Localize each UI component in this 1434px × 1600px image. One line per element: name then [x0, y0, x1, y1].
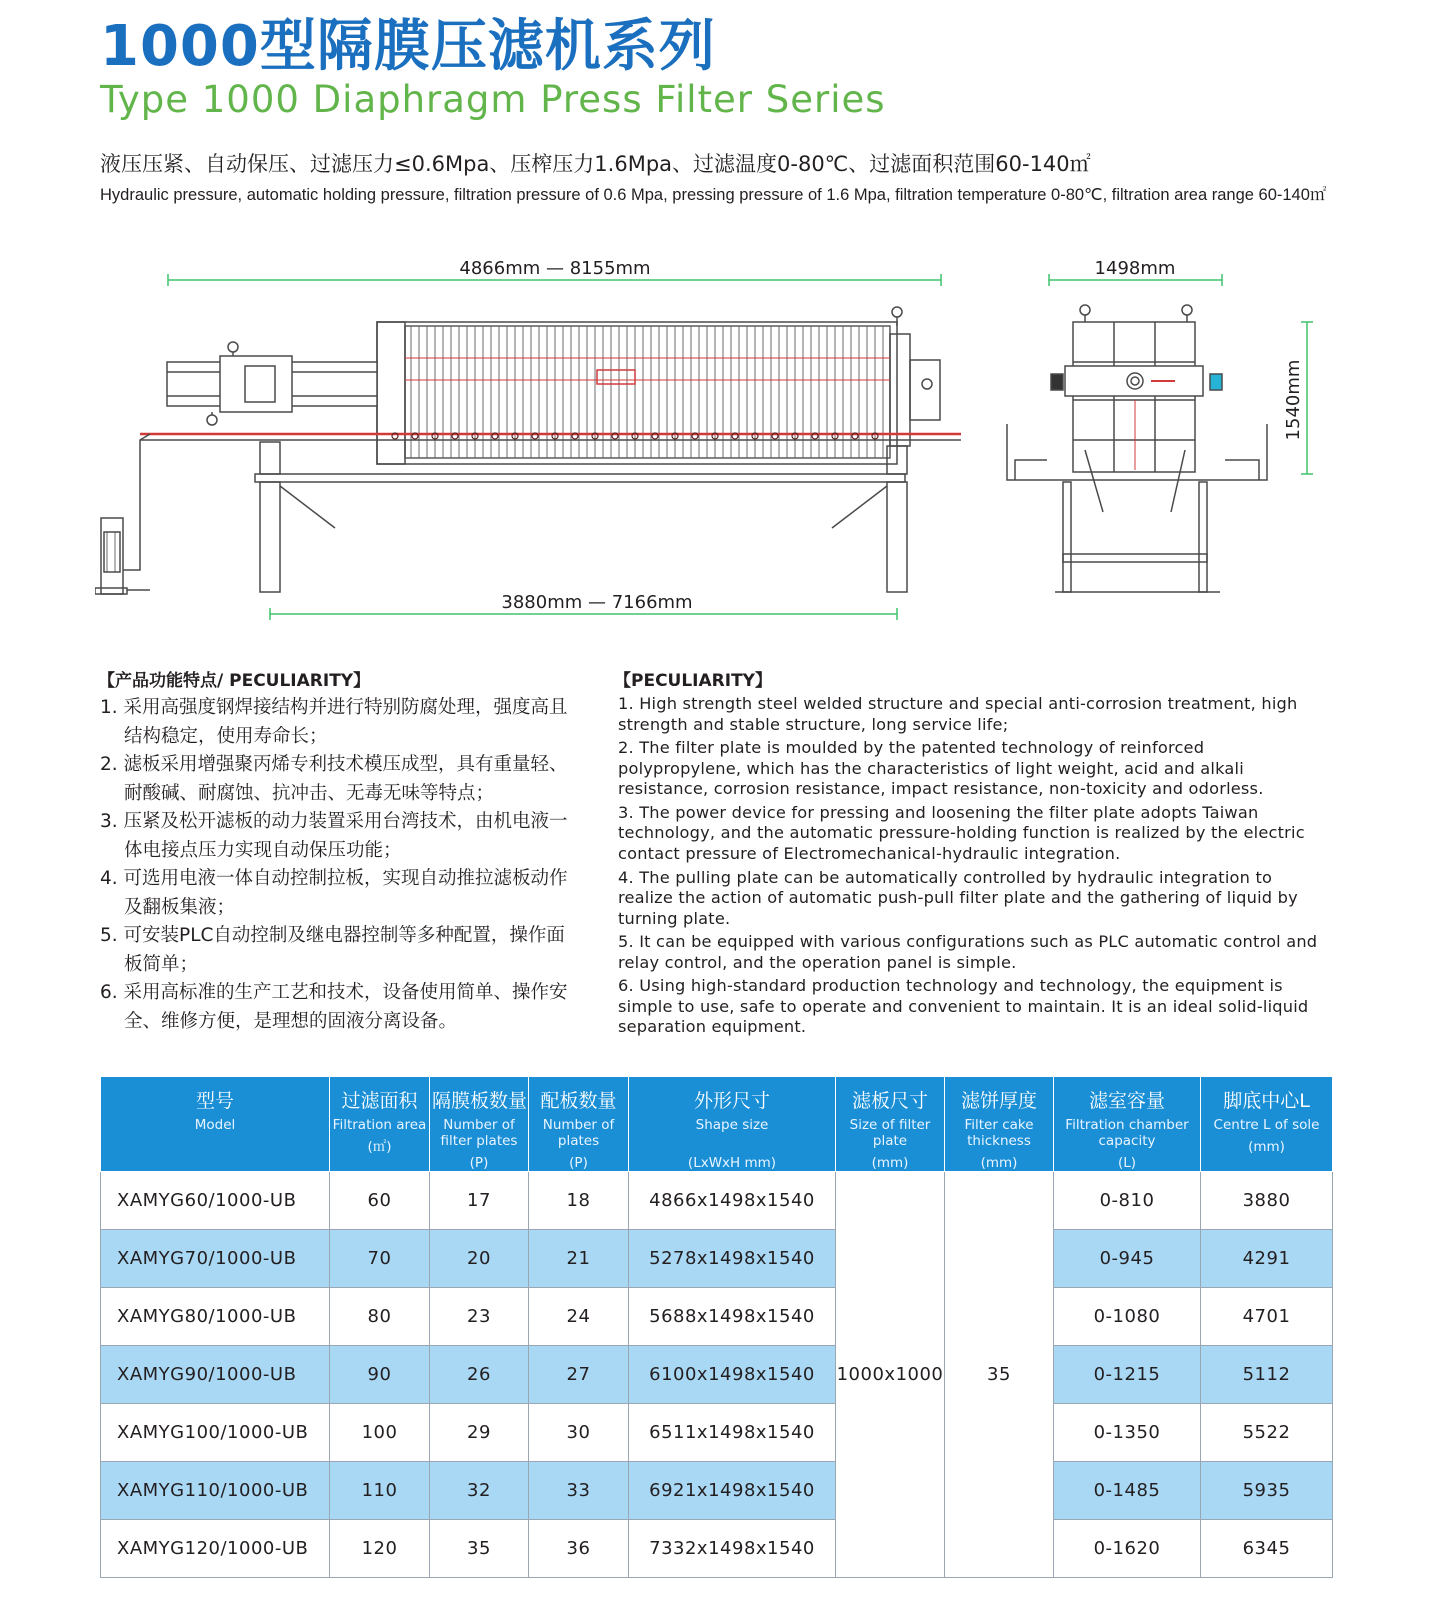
- cell-size: 6511x1498x1540: [629, 1404, 836, 1462]
- cell-size: 7332x1498x1540: [629, 1520, 836, 1578]
- cell-diaphragm: 32: [430, 1462, 529, 1520]
- feature-item-en: 4. The pulling plate can be automatically controlled by hydraulic integration to realize the action of automatic push-pull filter plate and the gathering of liquid by turning plate.: [618, 867, 1298, 928]
- cell-capacity: 0-810: [1054, 1172, 1201, 1230]
- table-row: [101, 1230, 1333, 1288]
- dim-length-top-label: 4866mm — 8155mm: [459, 258, 651, 279]
- cell-plates: 27: [529, 1346, 629, 1404]
- cell-centre: 4291: [1201, 1230, 1333, 1288]
- cell-capacity: 0-1620: [1054, 1520, 1201, 1578]
- cell-size: 5688x1498x1540: [629, 1288, 836, 1346]
- cell-plates: 24: [529, 1288, 629, 1346]
- spec-summary-cn: 液压压紧、自动保压、过滤压力≤0.6Mpa、压榨压力1.6Mpa、过滤温度0-80℃、过滤面积范围60-140㎡: [100, 152, 1091, 176]
- cell-capacity: 0-1485: [1054, 1462, 1201, 1520]
- cell-centre: 3880: [1201, 1172, 1333, 1230]
- table-row: [101, 1404, 1333, 1462]
- feature-item-cn: 2. 滤板采用增强聚丙烯专利技术模压成型，具有重量轻、耐酸碱、耐腐蚀、抗冲击、无毒无味等特点；: [100, 754, 568, 804]
- col-header-cake-thickness: 滤饼厚度 Filter cake thickness (mm): [945, 1077, 1054, 1172]
- table-row: [101, 1520, 1333, 1578]
- col-header-centre: 脚底中心L Centre L of sole (mm): [1201, 1077, 1333, 1172]
- cell-capacity: 0-1215: [1054, 1346, 1201, 1404]
- cell-area: 110: [330, 1462, 430, 1520]
- end-view: [1007, 272, 1313, 592]
- page-title-en: Type 1000 Diaphragm Press Filter Series: [100, 78, 886, 121]
- feature-item-en: 6. Using high-standard production technology and technology, the equipment is simple to use, safe to operate and convenient to maintain. It is an ideal solid-liquid separation equipment.: [618, 976, 1309, 1037]
- side-view: [95, 272, 961, 620]
- cell-diaphragm: 20: [430, 1230, 529, 1288]
- feature-item-en: 2. The filter plate is moulded by the patented technology of reinforced polypropylene, which has the characteristics of light weight, acid and alkali resistance, corrosion resistance, impact resistance, non-toxicity and odorless.: [618, 738, 1264, 799]
- cell-diaphragm: 35: [430, 1520, 529, 1578]
- cell-model: XAMYG80/1000-UB: [101, 1288, 330, 1346]
- cell-capacity: 0-1080: [1054, 1288, 1201, 1346]
- table-row: [101, 1172, 1333, 1230]
- cell-model: XAMYG90/1000-UB: [101, 1346, 330, 1404]
- cell-model: XAMYG100/1000-UB: [101, 1404, 330, 1462]
- feature-item-en: 5. It can be equipped with various configurations such as PLC automatic control and relay control, and the operation panel is simple.: [618, 932, 1318, 972]
- filter-press-drawing: [95, 250, 1345, 630]
- cell-area: 80: [330, 1288, 430, 1346]
- cell-centre: 5522: [1201, 1404, 1333, 1462]
- col-header-model: 型号 Model: [101, 1077, 330, 1172]
- cell-plates: 18: [529, 1172, 629, 1230]
- cell-centre: 5112: [1201, 1346, 1333, 1404]
- table-row: [101, 1288, 1333, 1346]
- col-header-capacity: 滤室容量 Filtration chamber capacity (L): [1054, 1077, 1201, 1172]
- cell-area: 60: [330, 1172, 430, 1230]
- cell-plates: 21: [529, 1230, 629, 1288]
- col-header-plates: 配板数量 Number of plates (P): [529, 1077, 629, 1172]
- cell-size: 5278x1498x1540: [629, 1230, 836, 1288]
- col-header-size: 外形尺寸 Shape size (LxWxH mm): [629, 1077, 836, 1172]
- features-list-en: [618, 694, 1328, 1041]
- table-row: [101, 1462, 1333, 1520]
- cell-plates: 36: [529, 1520, 629, 1578]
- dim-width-label: 1498mm: [1094, 258, 1176, 279]
- cell-area: 120: [330, 1520, 430, 1578]
- feature-item-cn: 4. 可选用电液一体自动控制拉板，实现自动推拉滤板动作及翻板集液；: [100, 868, 568, 918]
- col-header-plate-size: 滤板尺寸 Size of filter plate (mm): [836, 1077, 945, 1172]
- cell-centre: 4701: [1201, 1288, 1333, 1346]
- feature-item-cn: 1. 采用高强度钢焊接结构并进行特别防腐处理，强度高且结构稳定，使用寿命长；: [100, 697, 568, 747]
- cell-area: 90: [330, 1346, 430, 1404]
- cell-area: 70: [330, 1230, 430, 1288]
- feature-item-cn: 6. 采用高标准的生产工艺和技术，设备使用简单、操作安全、维修方便，是理想的固液分离设备。: [100, 982, 568, 1032]
- dim-length-bottom-label: 3880mm — 7166mm: [501, 592, 693, 613]
- cell-centre: 5935: [1201, 1462, 1333, 1520]
- cell-plates: 30: [529, 1404, 629, 1462]
- cell-model: XAMYG120/1000-UB: [101, 1520, 330, 1578]
- spec-summary-en: Hydraulic pressure, automatic holding pressure, filtration pressure of 0.6 Mpa, pressing pressure of 1.6 Mpa, filtration temperature 0-80℃, filtration area range 60-140㎡: [100, 186, 1327, 204]
- col-header-diaphragm: 隔膜板数量 Number of filter plates (P): [430, 1077, 529, 1172]
- page-title-cn: 1000型隔膜压滤机系列: [100, 14, 716, 79]
- dim-height-label: 1540mm: [1283, 359, 1304, 441]
- features-heading-cn: 【产品功能特点/ PECULIARITY】: [98, 671, 371, 691]
- cell-size: 6921x1498x1540: [629, 1462, 836, 1520]
- cell-model: XAMYG60/1000-UB: [101, 1172, 330, 1230]
- table-row: [101, 1346, 1333, 1404]
- cell-size: 4866x1498x1540: [629, 1172, 836, 1230]
- cell-centre: 6345: [1201, 1520, 1333, 1578]
- cell-diaphragm: 26: [430, 1346, 529, 1404]
- cell-diaphragm: 17: [430, 1172, 529, 1230]
- cell-plate-size: 1000x1000: [836, 1172, 945, 1578]
- cell-model: XAMYG110/1000-UB: [101, 1462, 330, 1520]
- cell-plates: 33: [529, 1462, 629, 1520]
- cell-area: 100: [330, 1404, 430, 1462]
- cell-capacity: 0-945: [1054, 1230, 1201, 1288]
- feature-item-en: 3. The power device for pressing and loosening the filter plate adopts Taiwan technology, and the automatic pressure-holding function is realized by the electric contact pressure of Electromechanical-hydraulic integration.: [618, 802, 1305, 863]
- feature-item-cn: 3. 压紧及松开滤板的动力装置采用台湾技术，由机电液一体电接点压力实现自动保压功能；: [100, 811, 568, 861]
- table-header-row: [101, 1077, 1333, 1172]
- cell-size: 6100x1498x1540: [629, 1346, 836, 1404]
- col-header-area: 过滤面积 Filtration area (㎡): [330, 1077, 430, 1172]
- cell-cake-thickness: 35: [945, 1172, 1054, 1578]
- feature-item-cn: 5. 可安装PLC自动控制及继电器控制等多种配置，操作面板简单；: [100, 925, 565, 975]
- cell-capacity: 0-1350: [1054, 1404, 1201, 1462]
- features-heading-en: 【PECULIARITY】: [614, 671, 772, 691]
- features-list-cn: [100, 694, 580, 1036]
- feature-item-en: 1. High strength steel welded structure and special anti-corrosion treatment, high strength and stable structure, long service life;: [618, 694, 1298, 734]
- cell-diaphragm: 23: [430, 1288, 529, 1346]
- cell-diaphragm: 29: [430, 1404, 529, 1462]
- cell-model: XAMYG70/1000-UB: [101, 1230, 330, 1288]
- spec-table: [100, 1076, 1333, 1578]
